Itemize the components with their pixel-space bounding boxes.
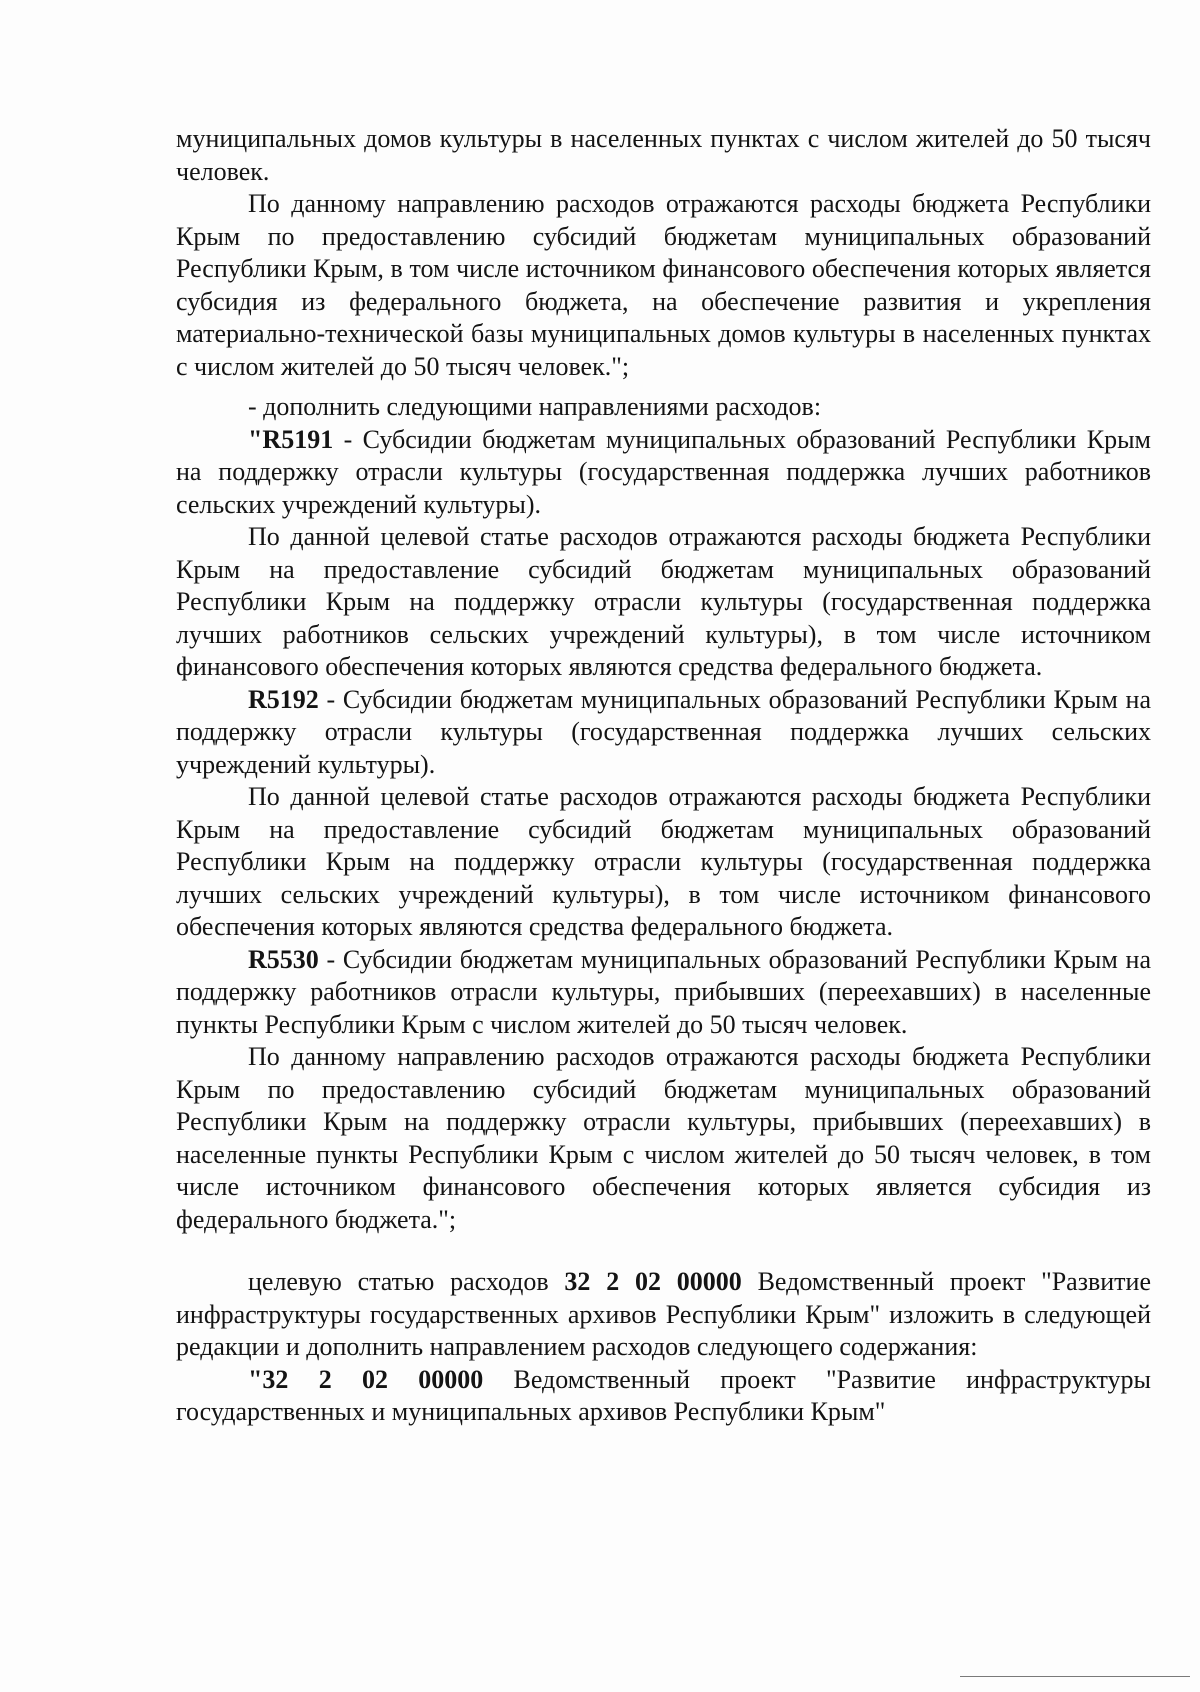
paragraph-text: По данному направлению расходов отражаются расходы бюджета Республики Крым по предоставлению субсидий бюджетам муниципальных образований Республики Крым, в том числе источником финансового обеспечения которых является субсидия из федерального бюджета, на обеспечение развития и укрепления материально-технической базы муниципальных домов культуры в населенных пунктах с числом жителей до 50 тысяч человек."; — [176, 189, 1151, 381]
document-body — [176, 123, 1151, 1429]
paragraph-text: - Субсидии бюджетам муниципальных образований Республики Крым на поддержку отрасли культуры (государственная поддержка лучших работников сельских учреждений культуры). — [176, 424, 1151, 519]
expense-code: R5192 — [248, 684, 319, 714]
paragraph-text: - Субсидии бюджетам муниципальных образований Республики Крым на поддержку работников отрасли культуры, прибывших (переехавших) в населенные пункты Республики Крым с числом жителей до 50 тысяч человек. — [176, 944, 1151, 1039]
paragraph-r5191-description — [176, 521, 1151, 684]
expense-code: 32 2 02 00000 — [564, 1267, 742, 1296]
paragraph-continuation — [176, 123, 1151, 188]
paragraph-text: Ведомственный проект "Развитие инфраструктуры государственных и муниципальных архивов Республики Крым" — [176, 1364, 1152, 1426]
expense-code: "32 2 02 00000 — [248, 1364, 484, 1394]
paragraph-text: муниципальных домов культуры в населенных пунктах с числом жителей до 50 тысяч человек. — [176, 124, 1151, 186]
footer-divider — [960, 1676, 1190, 1677]
expense-code: R5530 — [248, 944, 319, 974]
paragraph-code-r5191 — [176, 424, 1151, 522]
paragraph-text: По данному направлению расходов отражаются расходы бюджета Республики Крым по предоставлению субсидий бюджетам муниципальных образований Республики Крым на поддержку отрасли культуры, прибывших (переехавших) в населенные пункты Республики Крым с числом жителей до 50 тысяч человек, в том числе источником финансового обеспечения которых является субсидия из федерального бюджета."; — [176, 1042, 1151, 1234]
expense-code: "R5191 — [248, 424, 334, 454]
paragraph-code-r5192 — [176, 684, 1151, 782]
paragraph-expense-description — [176, 188, 1151, 383]
paragraph-r5192-description — [176, 781, 1151, 944]
paragraph-text: Ведомственный проект "Развитие инфраструктуры государственных архивов Республики Крым" изложить в следующей редакции и дополнить направлением расходов следующего содержания: — [176, 1267, 1151, 1361]
paragraph-instruction — [176, 391, 1151, 424]
paragraph-archive-new-title — [176, 1364, 1151, 1429]
paragraph-r5530-description — [176, 1041, 1151, 1236]
paragraph-text: - дополнить следующими направлениями расходов: — [248, 392, 822, 421]
paragraph-text: целевую статью расходов — [248, 1267, 565, 1296]
paragraph-text: - Субсидии бюджетам муниципальных образований Республики Крым на поддержку отрасли культуры (государственная поддержка лучших сельских учреждений культуры). — [176, 684, 1151, 779]
paragraph-code-r5530 — [176, 944, 1151, 1042]
paragraph-text: По данной целевой статье расходов отражаются расходы бюджета Республики Крым на предоставление субсидий бюджетам муниципальных образований Республики Крым на поддержку отрасли культуры (государственная поддержка лучших работников сельских учреждений культуры), в том числе источником финансового обеспечения которых являются средства федерального бюджета. — [176, 522, 1151, 681]
paragraph-archive-article — [176, 1266, 1151, 1364]
paragraph-text: По данной целевой статье расходов отражаются расходы бюджета Республики Крым на предоставление субсидий бюджетам муниципальных образований Республики Крым на поддержку отрасли культуры (государственная поддержка лучших сельских учреждений культуры), в том числе источником финансового обеспечения которых являются средства федерального бюджета. — [176, 782, 1151, 941]
